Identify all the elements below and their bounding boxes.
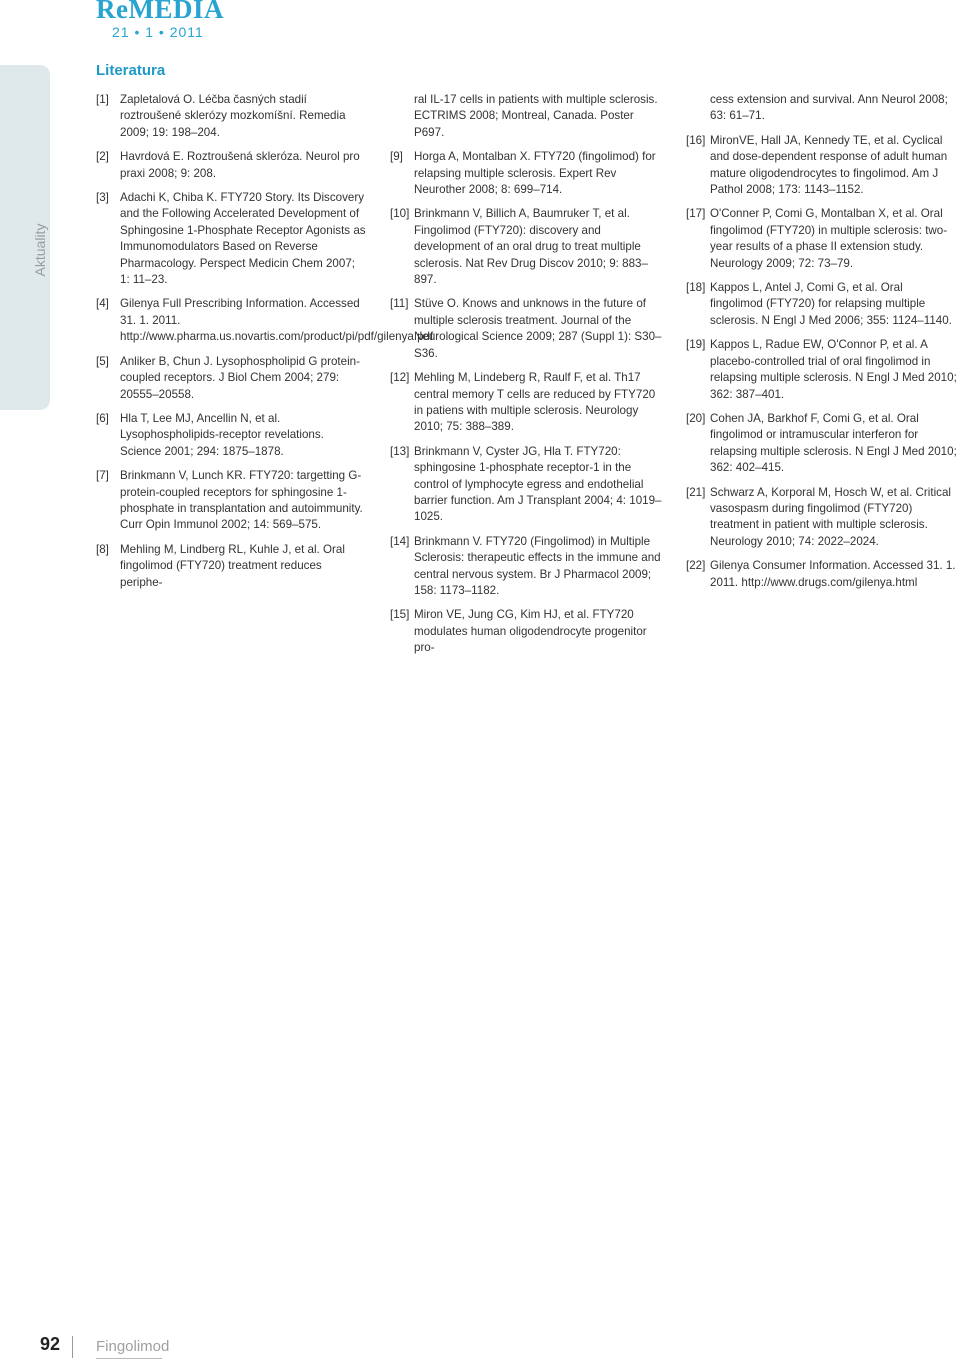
reference-text: Anliker B, Chun J. Lysophospholipid G protein-coupled receptors. J Biol Chem 2004; 279: 20555–20558. — [120, 354, 360, 401]
reference-continuation: cess extension and survival. Ann Neurol 2008; 63: 61–71. — [710, 93, 948, 123]
reference-text: Gilenya Consumer Information. Accessed 31. 1. 2011. http://www.drugs.com/gilenya.html — [710, 559, 956, 589]
reference-text: Stüve O. Knows and unknows in the future of multiple sclerosis treatment. Journal of the Neurological Science 2009; 287 (Suppl 1): S30–S36. — [414, 297, 662, 360]
reference-number: [9] — [390, 150, 403, 164]
reference-item — [96, 190, 366, 288]
page-number: 92 — [40, 1334, 61, 1354]
reference-number: [5] — [96, 354, 109, 368]
reference-item — [96, 92, 366, 141]
reference-text: Hla T, Lee MJ, Ancellin N, et al. Lysophospholipids-receptor revelations. Science 2001; 294: 1875–1878. — [120, 411, 324, 458]
reference-item — [686, 558, 958, 591]
section-title: Literatura — [96, 62, 166, 79]
reference-item — [390, 370, 663, 436]
reference-item — [686, 133, 958, 199]
reference-number: [11] — [390, 297, 409, 311]
issue-date: 21 • 1 • 2011 — [112, 24, 204, 40]
reference-item — [96, 542, 366, 591]
reference-item — [96, 468, 366, 534]
reference-text: Cohen JA, Barkhof F, Comi G, et al. Oral fingolimod or intramuscular interferon for relapsing multiple sclerosis. N Engl J Med 2010; 362: 402–415. — [710, 411, 957, 475]
footer-divider — [72, 1336, 73, 1358]
reference-number: [15] — [390, 608, 410, 622]
reference-text: Schwarz A, Korporal M, Hosch W, et al. Critical vasospasm during fingolimod (FTY720) treatment in patient with multiple sclerosis. Neurology 2010; 74: 2022–2024. — [710, 485, 951, 548]
reference-item — [96, 354, 366, 403]
reference-text: Brinkmann V. FTY720 (Fingolimod) in Multiple Sclerosis: therapeutic effects in the immune and central nervous system. Br J Pharmacol 2009; 158: 1173–1182. — [414, 534, 661, 597]
reference-item — [686, 280, 958, 329]
reference-text: Brinkmann V, Lunch KR. FTY720: targetting G-protein-coupled receptors for sphingosine 1-phosphate in transplantation and autoimmunity. Curr Opin Immunol 2002; 14: 569–575. — [120, 469, 363, 532]
reference-text: Brinkmann V, Billich A, Baumruker T, et al. Fingolimod (FTY720): discovery and development of an oral drug to treat multiple sclerosis. Nat Rev Drug Discov 2010; 9: 883–897. — [414, 207, 648, 287]
reference-number: [18] — [686, 281, 706, 295]
references-column-3 — [686, 92, 958, 599]
reference-number: [7] — [96, 469, 109, 483]
reference-item — [686, 206, 958, 272]
reference-text: Havrdová E. Roztroušená skleróza. Neurol pro praxi 2008; 9: 208. — [120, 150, 360, 180]
references-column-2 — [390, 92, 663, 665]
reference-text: Zapletalová O. Léčba časných stadií roztroušené sklerózy mozkomíšní. Remedia 2009; 19: 198–204. — [120, 93, 346, 139]
reference-text: MironVE, Hall JA, Kennedy TE, et al. Cyclical and dose-dependent response of adult human mature oligodendrocytes to fingolimod. Am J Pathol 2008; 173: 1143–1152. — [710, 133, 948, 197]
reference-number: [8] — [96, 542, 109, 556]
reference-item — [96, 296, 434, 345]
reference-item — [390, 296, 663, 362]
reference-number: [13] — [390, 444, 410, 458]
reference-number: [22] — [686, 559, 706, 573]
footer-section-name: Fingolimod — [96, 1338, 170, 1355]
reference-item — [686, 337, 958, 403]
reference-item — [390, 607, 663, 656]
reference-number: [4] — [96, 297, 109, 311]
reference-number: [10] — [390, 207, 410, 221]
reference-number: [21] — [686, 485, 706, 499]
reference-text: Kappos L, Radue EW, O'Connor P, et al. A placebo-controlled trial of oral fingolimod in relapsing multiple sclerosis. N Engl J Med 2010; 362: 387–401. — [710, 338, 957, 401]
side-label: Aktuality — [32, 223, 48, 277]
reference-number: [1] — [96, 93, 109, 106]
reference-item — [390, 149, 663, 198]
reference-text: Miron VE, Jung CG, Kim HJ, et al. FTY720 modulates human oligodendrocyte progenitor pro- — [414, 608, 647, 655]
reference-number: [16] — [686, 133, 706, 147]
reference-item — [390, 206, 663, 288]
footer-underline — [96, 1358, 162, 1359]
reference-text: Gilenya Full Prescribing Information. Accessed 31. 1. 2011. http://www.pharma.us.novartis.com/product/pi/pdf/gilenya.pdf — [120, 297, 434, 344]
reference-number: [17] — [686, 207, 706, 221]
reference-text: Kappos L, Antel J, Comi G, et al. Oral fingolimod (FTY720) for relapsing multiple sclerosis. N Engl J Med 2006; 355: 1124–1140. — [710, 281, 952, 327]
reference-number: [6] — [96, 411, 109, 425]
reference-text: Mehling M, Lindeberg R, Raulf F, et al. Th17 central memory T cells are reduced by FTY720 in patiens with multiple sclerosis. Neurology 2010; 75: 388–389. — [414, 371, 656, 434]
reference-number: [12] — [390, 371, 410, 385]
reference-text: Horga A, Montalban X. FTY720 (fingolimod) for relapsing multiple sclerosis. Expert Rev Neurother 2008; 8: 699–714. — [414, 150, 656, 197]
reference-continuation: ral IL-17 cells in patients with multiple sclerosis. ECTRIMS 2008; Montreal, Canada. Poster P697. — [414, 93, 658, 139]
reference-text: O'Conner P, Comi G, Montalban X, et al. Oral fingolimod (FTY720) in multiple sclerosis: two-year results of a phase II extension study. Neurology 2009; 72: 73–79. — [710, 207, 948, 270]
reference-number: [3] — [96, 191, 109, 205]
reference-number: [20] — [686, 411, 706, 425]
reference-item — [96, 411, 366, 460]
reference-item — [390, 534, 663, 600]
reference-number: [19] — [686, 338, 706, 352]
reference-item — [96, 149, 366, 182]
reference-number: [2] — [96, 150, 109, 164]
reference-item — [686, 485, 958, 551]
reference-text: Mehling M, Lindberg RL, Kuhle J, et al. Oral fingolimod (FTY720) treatment reduces periphe- — [120, 542, 345, 589]
reference-text: Brinkmann V, Cyster JG, Hla T. FTY720: sphingosine 1-phosphate receptor-1 in the control of lymphocyte egress and endothelial barrier function. Am J Transplant 2004; 4: 1019–1025. — [414, 444, 662, 524]
journal-logo: ReMEDIA — [96, 0, 224, 24]
reference-item — [686, 411, 958, 477]
reference-item — [390, 444, 663, 526]
reference-number: [14] — [390, 534, 410, 548]
reference-text: Adachi K, Chiba K. FTY720 Story. Its Discovery and the Following Accelerated Development of Sphingosine 1-Phosphate Receptor Agonists as Immunomodulators Based on Reverse Pharmacology. Perspect Medicin Chem 2007; 1: 11–23. — [120, 191, 366, 287]
